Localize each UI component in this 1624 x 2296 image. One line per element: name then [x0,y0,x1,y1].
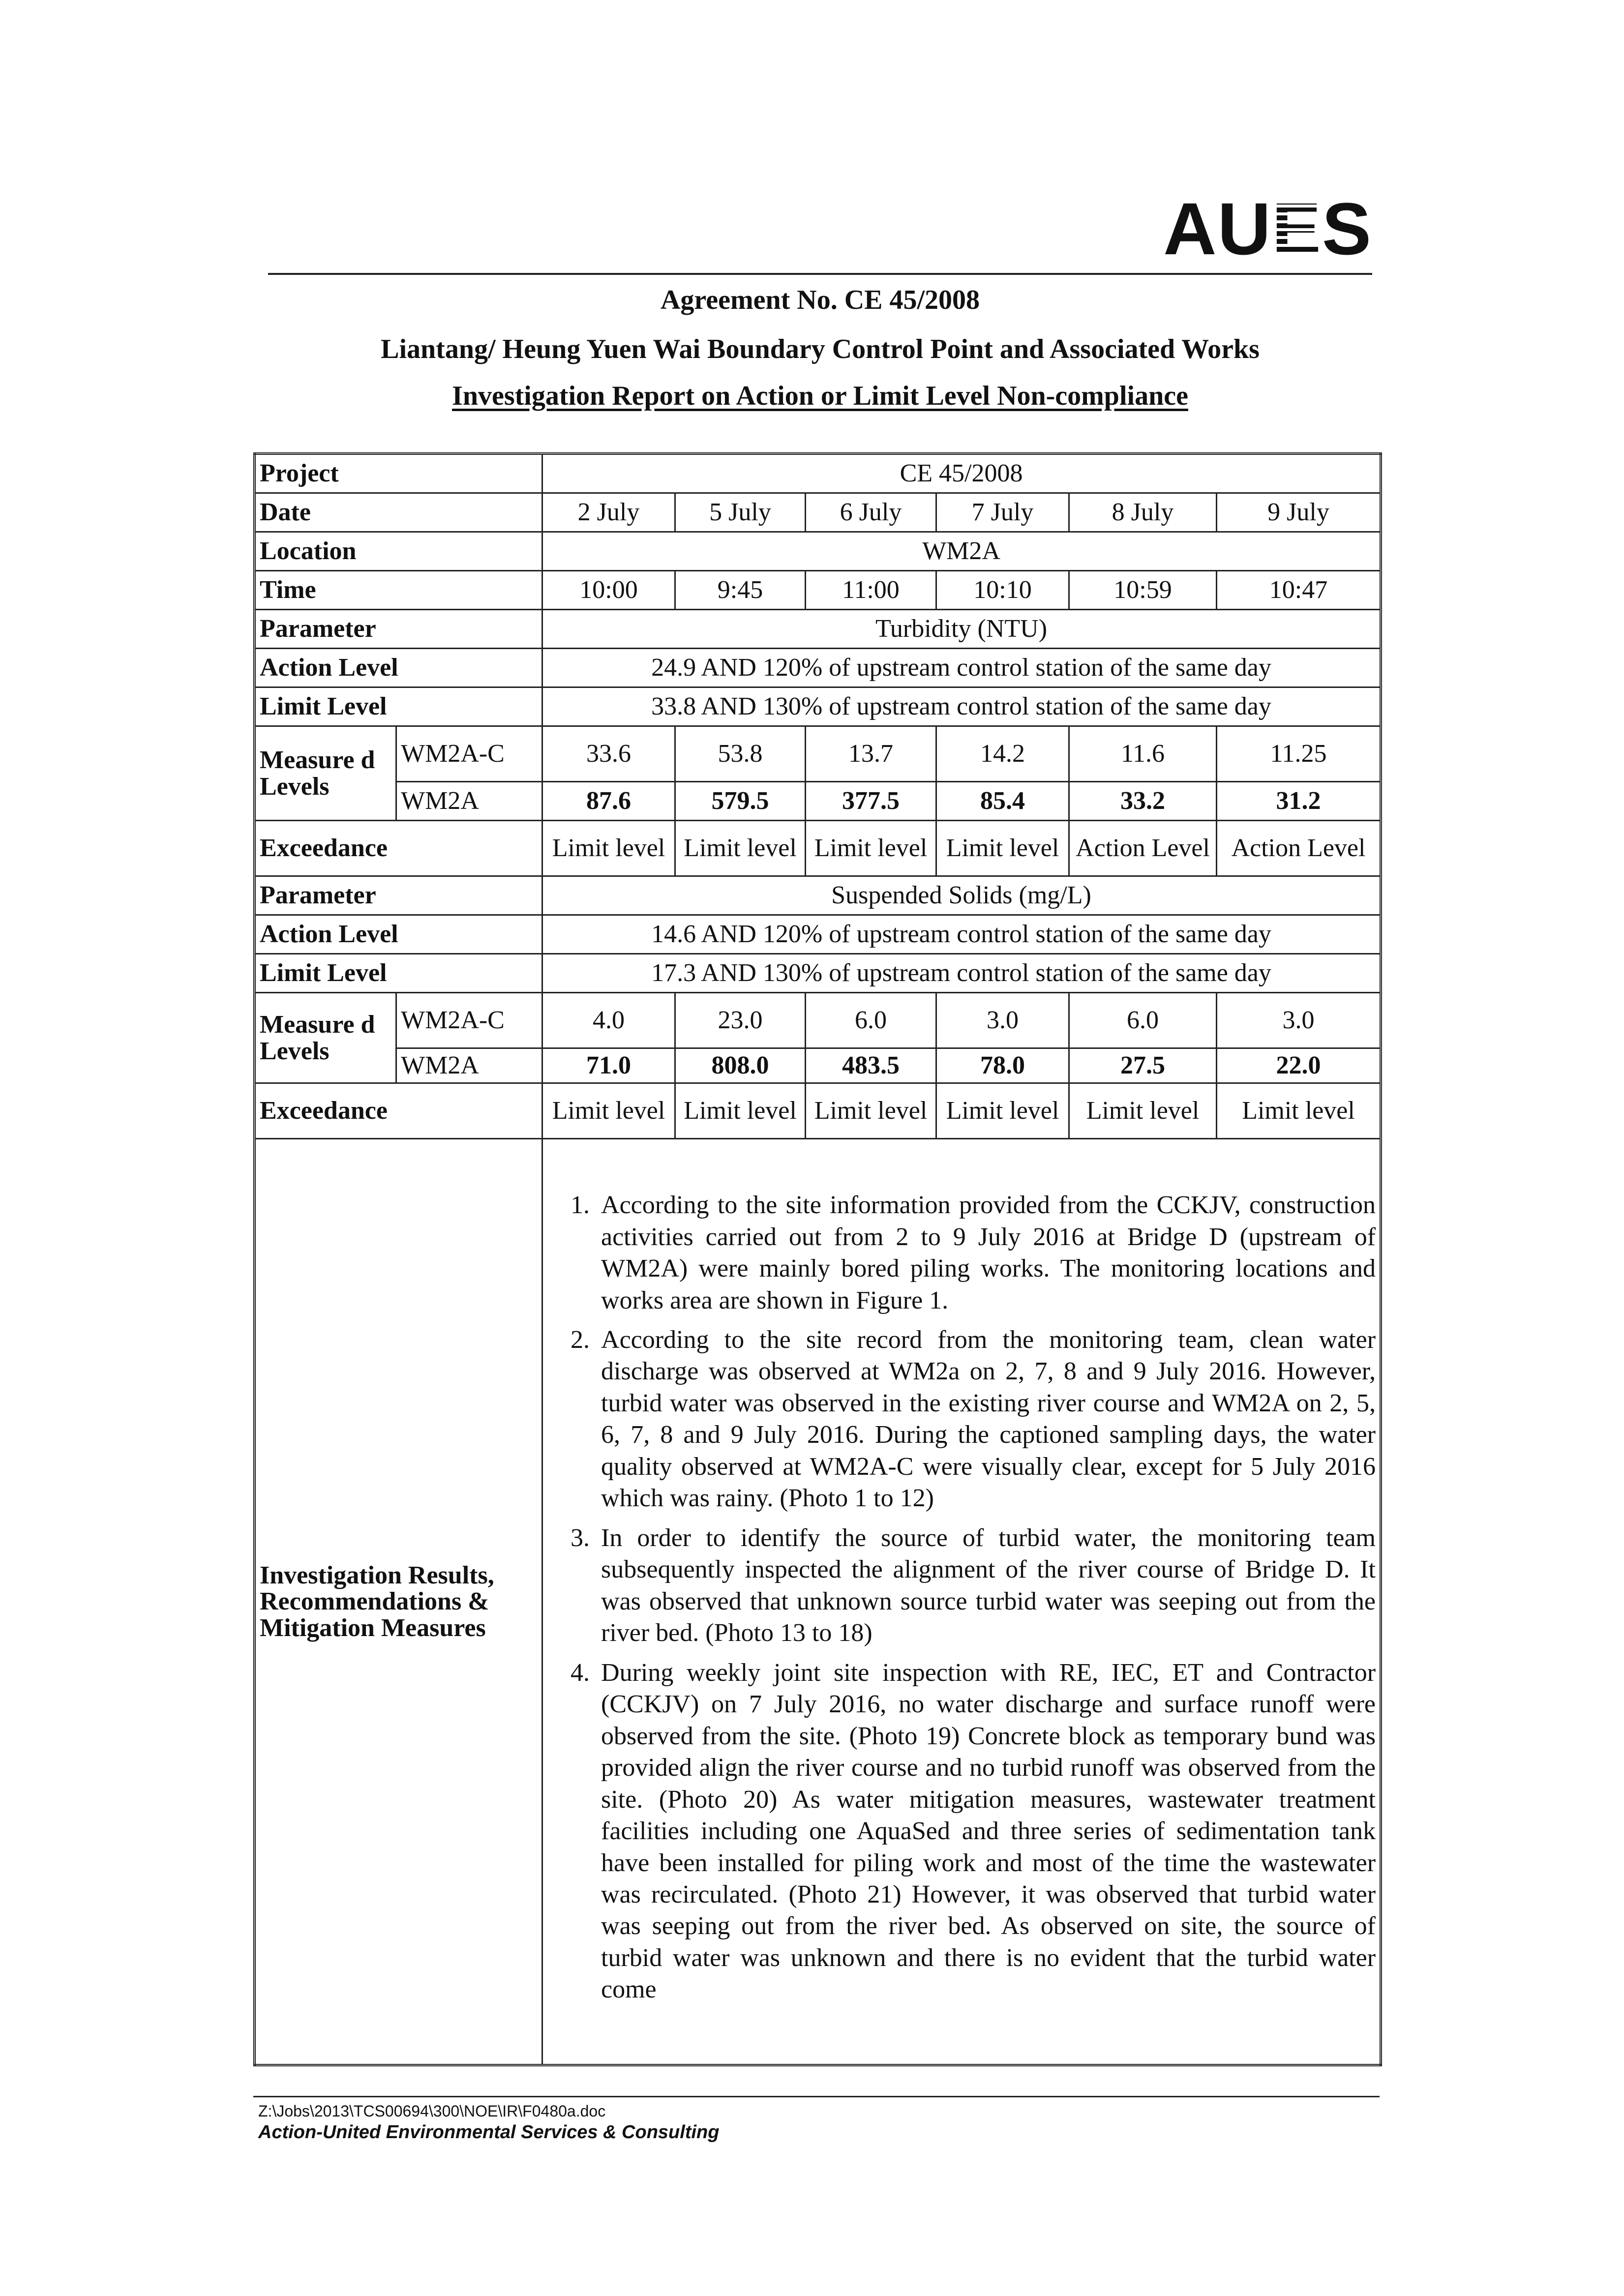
station-value: 85.4 [936,782,1069,821]
station-label: WM2A [396,1048,542,1083]
station-value: 22.0 [1217,1048,1381,1083]
investigation-label: Investigation Results, Recommendations & Mitigation Measures [255,1139,542,2065]
row-ss-action [255,915,1381,954]
control-value: 3.0 [936,993,1069,1048]
control-value: 13.7 [806,726,936,782]
row-turbidity-parameter [255,610,1381,649]
station-value: 27.5 [1069,1048,1217,1083]
row-turbidity-limit [255,687,1381,726]
report-title: Investigation Report on Action or Limit Level Non-compliance [452,381,1188,411]
agreement-number: Agreement No. CE 45/2008 [660,285,980,315]
row-ss-control [255,993,1381,1048]
action-level-label: Action Level [255,915,542,954]
location-value: WM2A [542,532,1381,571]
row-time [255,571,1381,610]
action-level-label: Action Level [255,649,542,687]
limit-level-label: Limit Level [255,954,542,993]
exceedance-cell: Limit level [542,821,675,876]
row-turbidity-exceedance [255,821,1381,876]
header-rule [268,273,1372,275]
control-station-label: WM2A-C [396,726,542,782]
control-value: 4.0 [542,993,675,1048]
station-label: WM2A [396,782,542,821]
parameter-label: Parameter [255,610,542,649]
date-label: Date [255,493,542,532]
time-cell: 10:00 [542,571,675,610]
station-value: 78.0 [936,1048,1069,1083]
control-value: 6.0 [806,993,936,1048]
row-location [255,532,1381,571]
date-cell: 2 July [542,493,675,532]
exceedance-label: Exceedance [255,821,542,876]
exceedance-label: Exceedance [255,1083,542,1139]
time-label: Time [255,571,542,610]
project-title: Liantang/ Heung Yuen Wai Boundary Control Point and Associated Works [381,334,1260,364]
row-turbidity-station [255,782,1381,821]
exceedance-cell: Limit level [675,821,806,876]
investigation-table [253,452,1382,2066]
row-ss-station [255,1048,1381,1083]
control-station-label: WM2A-C [396,993,542,1048]
date-cell: 7 July [936,493,1069,532]
exceedance-cell: Limit level [806,1083,936,1139]
row-investigation [255,1139,1381,2065]
time-cell: 10:59 [1069,571,1217,610]
exceedance-cell: Limit level [936,1083,1069,1139]
finding-item: 1. According to the site information provided from the CCKJV, construction activities carried out from 2 to 9 July 2016 at Bridge D (upstream of WM2A) were mainly bored piling works. The monitoring locations and works area are shown in Figure 1. [596,1190,1376,1316]
limit-level-value: 17.3 AND 130% of upstream control station of the same day [542,954,1381,993]
control-value: 53.8 [675,726,806,782]
exceedance-cell: Limit level [936,821,1069,876]
action-level-value: 14.6 AND 120% of upstream control station of the same day [542,915,1381,954]
exceedance-cell: Limit level [1217,1083,1381,1139]
row-ss-limit [255,954,1381,993]
time-cell: 11:00 [806,571,936,610]
time-cell: 10:10 [936,571,1069,610]
action-level-value: 24.9 AND 120% of upstream control station of the same day [542,649,1381,687]
measured-levels-label: Measure d Levels [255,993,396,1083]
measured-levels-label: Measure d Levels [255,726,396,821]
station-value: 483.5 [806,1048,936,1083]
finding-item: 2. According to the site record from the monitoring team, clean water discharge was observed at WM2a on 2, 7, 8 and 9 July 2016. However, turbid water was observed in the existing river course and WM2A on 2, 5, 6, 7, 8 and 9 July 2016. During the captioned sampling days, the water quality observed at WM2A-C were visually clear, except for 5 July 2016 which was rainy. (Photo 1 to 12) [596,1324,1376,1515]
station-value: 87.6 [542,782,675,821]
station-value: 31.2 [1217,782,1381,821]
findings-list [547,1190,1376,2006]
row-ss-exceedance [255,1083,1381,1139]
parameter-value: Turbidity (NTU) [542,610,1381,649]
exceedance-cell: Limit level [675,1083,806,1139]
parameter-label: Parameter [255,876,542,915]
row-turbidity-action [255,649,1381,687]
exceedance-cell: Limit level [1069,1083,1217,1139]
parameter-value: Suspended Solids (mg/L) [542,876,1381,915]
station-value: 377.5 [806,782,936,821]
finding-item: 4. During weekly joint site inspection with RE, IEC, ET and Contractor (CCKJV) on 7 July 2016, no water discharge and surface runoff were observed from the site. (Photo 19) Concrete block as temporary bund was provided align the river course and no turbid runoff was observed from the site. (Photo 20) As water mitigation measures, wastewater treatment facilities including one AquaSed and three series of sedimentation tank have been installed for piling work and most of the time the wastewater was recirculated. (Photo 21) However, it was observed that turbid water was seeping out from the river bed. As observed on site, the source of turbid water was unknown and there is no evident that the turbid water come [596,1657,1376,2006]
aues-logo: AUES [1163,187,1372,270]
exceedance-cell: Limit level [806,821,936,876]
date-cell: 8 July [1069,493,1217,532]
time-cell: 9:45 [675,571,806,610]
date-cell: 9 July [1217,493,1381,532]
control-value: 11.25 [1217,726,1381,782]
date-cell: 6 July [806,493,936,532]
finding-item: 3. In order to identify the source of turbid water, the monitoring team subsequently inspected the alignment of the river course of Bridge D. It was observed that unknown source turbid water was seeping out from the river bed. (Photo 13 to 18) [596,1522,1376,1649]
project-label: Project [255,454,542,493]
file-path: Z:\Jobs\2013\TCS00694\300\NOE\IR\F0480a.doc [258,2102,606,2120]
limit-level-label: Limit Level [255,687,542,726]
control-value: 3.0 [1217,993,1381,1048]
exceedance-cell: Limit level [542,1083,675,1139]
company-name: Action-United Environmental Services & Consulting [258,2122,720,2143]
control-value: 33.6 [542,726,675,782]
project-value: CE 45/2008 [542,454,1381,493]
control-value: 23.0 [675,993,806,1048]
station-value: 71.0 [542,1048,675,1083]
row-ss-parameter [255,876,1381,915]
station-value: 808.0 [675,1048,806,1083]
footer-rule [253,2096,1380,2097]
limit-level-value: 33.8 AND 130% of upstream control station of the same day [542,687,1381,726]
station-value: 579.5 [675,782,806,821]
exceedance-cell: Action Level [1217,821,1381,876]
control-value: 6.0 [1069,993,1217,1048]
time-cell: 10:47 [1217,571,1381,610]
row-date [255,493,1381,532]
row-turbidity-control [255,726,1381,782]
location-label: Location [255,532,542,571]
exceedance-cell: Action Level [1069,821,1217,876]
row-project [255,454,1381,493]
station-value: 33.2 [1069,782,1217,821]
control-value: 11.6 [1069,726,1217,782]
date-cell: 5 July [675,493,806,532]
control-value: 14.2 [936,726,1069,782]
investigation-body [542,1139,1381,2065]
